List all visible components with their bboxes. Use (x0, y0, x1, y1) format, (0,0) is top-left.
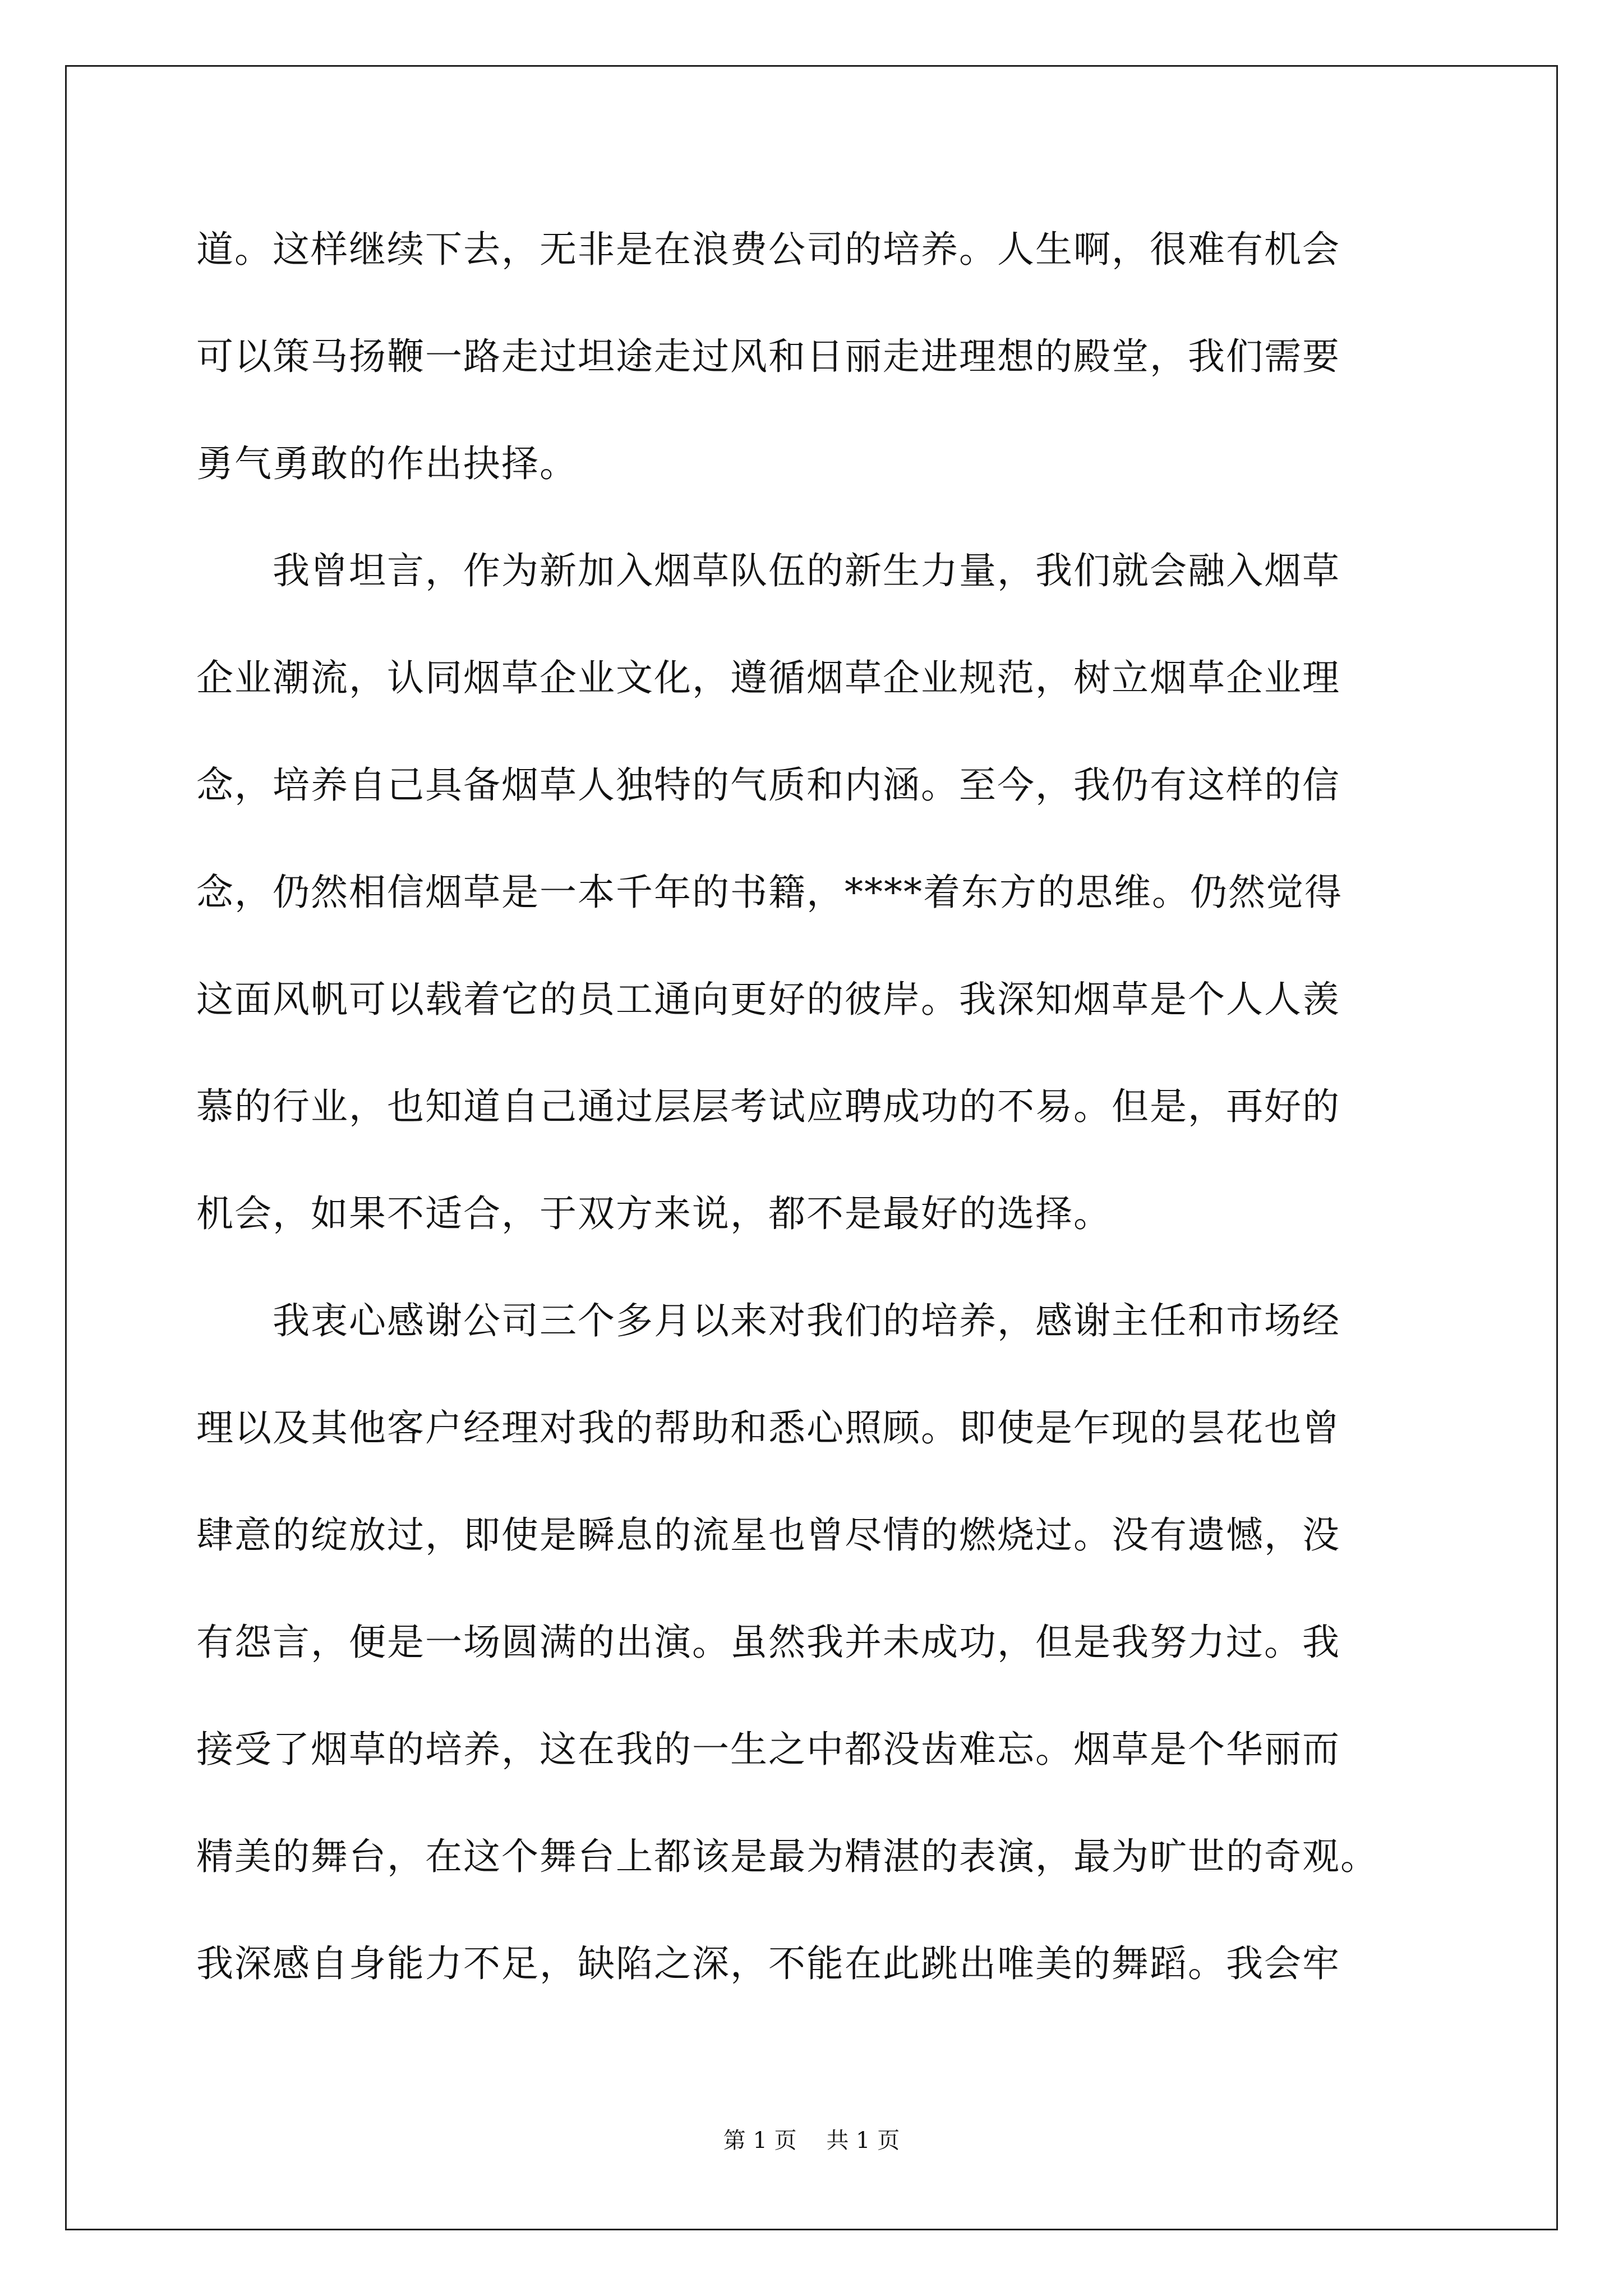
text-line: 这面风帆可以载着它的员工通向更好的彼岸。我深知烟草是个人人羡 (196, 978, 1340, 1021)
page-number: 第 1 页 共 1 页 (723, 2128, 900, 2154)
text-line: 我深感自身能力不足，缺陷之深，不能在此跳出唯美的舞蹈。我会牢 (196, 1942, 1340, 1985)
text-line: 有怨言，便是一场圆满的出演。虽然我并未成功，但是我努力过。我 (196, 1621, 1340, 1664)
text-line: 念，仍然相信烟草是一本千年的书籍，****着东方的思维。仍然觉得 (196, 871, 1343, 914)
text-line: 肆意的绽放过，即使是瞬息的流星也曾尽情的燃烧过。没有遗憾，没 (196, 1513, 1340, 1557)
text-line: 接受了烟草的培养，这在我的一生之中都没齿难忘。烟草是个华丽而 (196, 1728, 1340, 1771)
text-line: 理以及其他客户经理对我的帮助和悉心照顾。即使是乍现的昙花也曾 (196, 1406, 1340, 1450)
text-line: 精美的舞台，在这个舞台上都该是最为精湛的表演，最为旷世的奇观。 (196, 1835, 1378, 1878)
document-body (196, 208, 1441, 2029)
text-line: 道。这样继续下去，无非是在浪费公司的培养。人生啊，很难有机会 (196, 228, 1340, 271)
text-line: 机会，如果不适合，于双方来说，都不是最好的选择。 (196, 1192, 1112, 1235)
text-line: 我衷心感谢公司三个多月以来对我们的培养，感谢主任和市场经 (196, 1299, 1340, 1342)
text-line: 念，培养自己具备烟草人独特的气质和内涵。至今，我仍有这样的信 (196, 763, 1340, 807)
text-line: 慕的行业，也知道自己通过层层考试应聘成功的不易。但是，再好的 (196, 1085, 1340, 1128)
text-line: 企业潮流，认同烟草企业文化，遵循烟草企业规范，树立烟草企业理 (196, 656, 1340, 700)
text-line: 可以策马扬鞭一路走过坦途走过风和日丽走进理想的殿堂，我们需要 (196, 335, 1340, 378)
text-line: 我曾坦言，作为新加入烟草队伍的新生力量，我们就会融入烟草 (196, 549, 1340, 592)
text-line: 勇气勇敢的作出抉择。 (196, 442, 578, 485)
